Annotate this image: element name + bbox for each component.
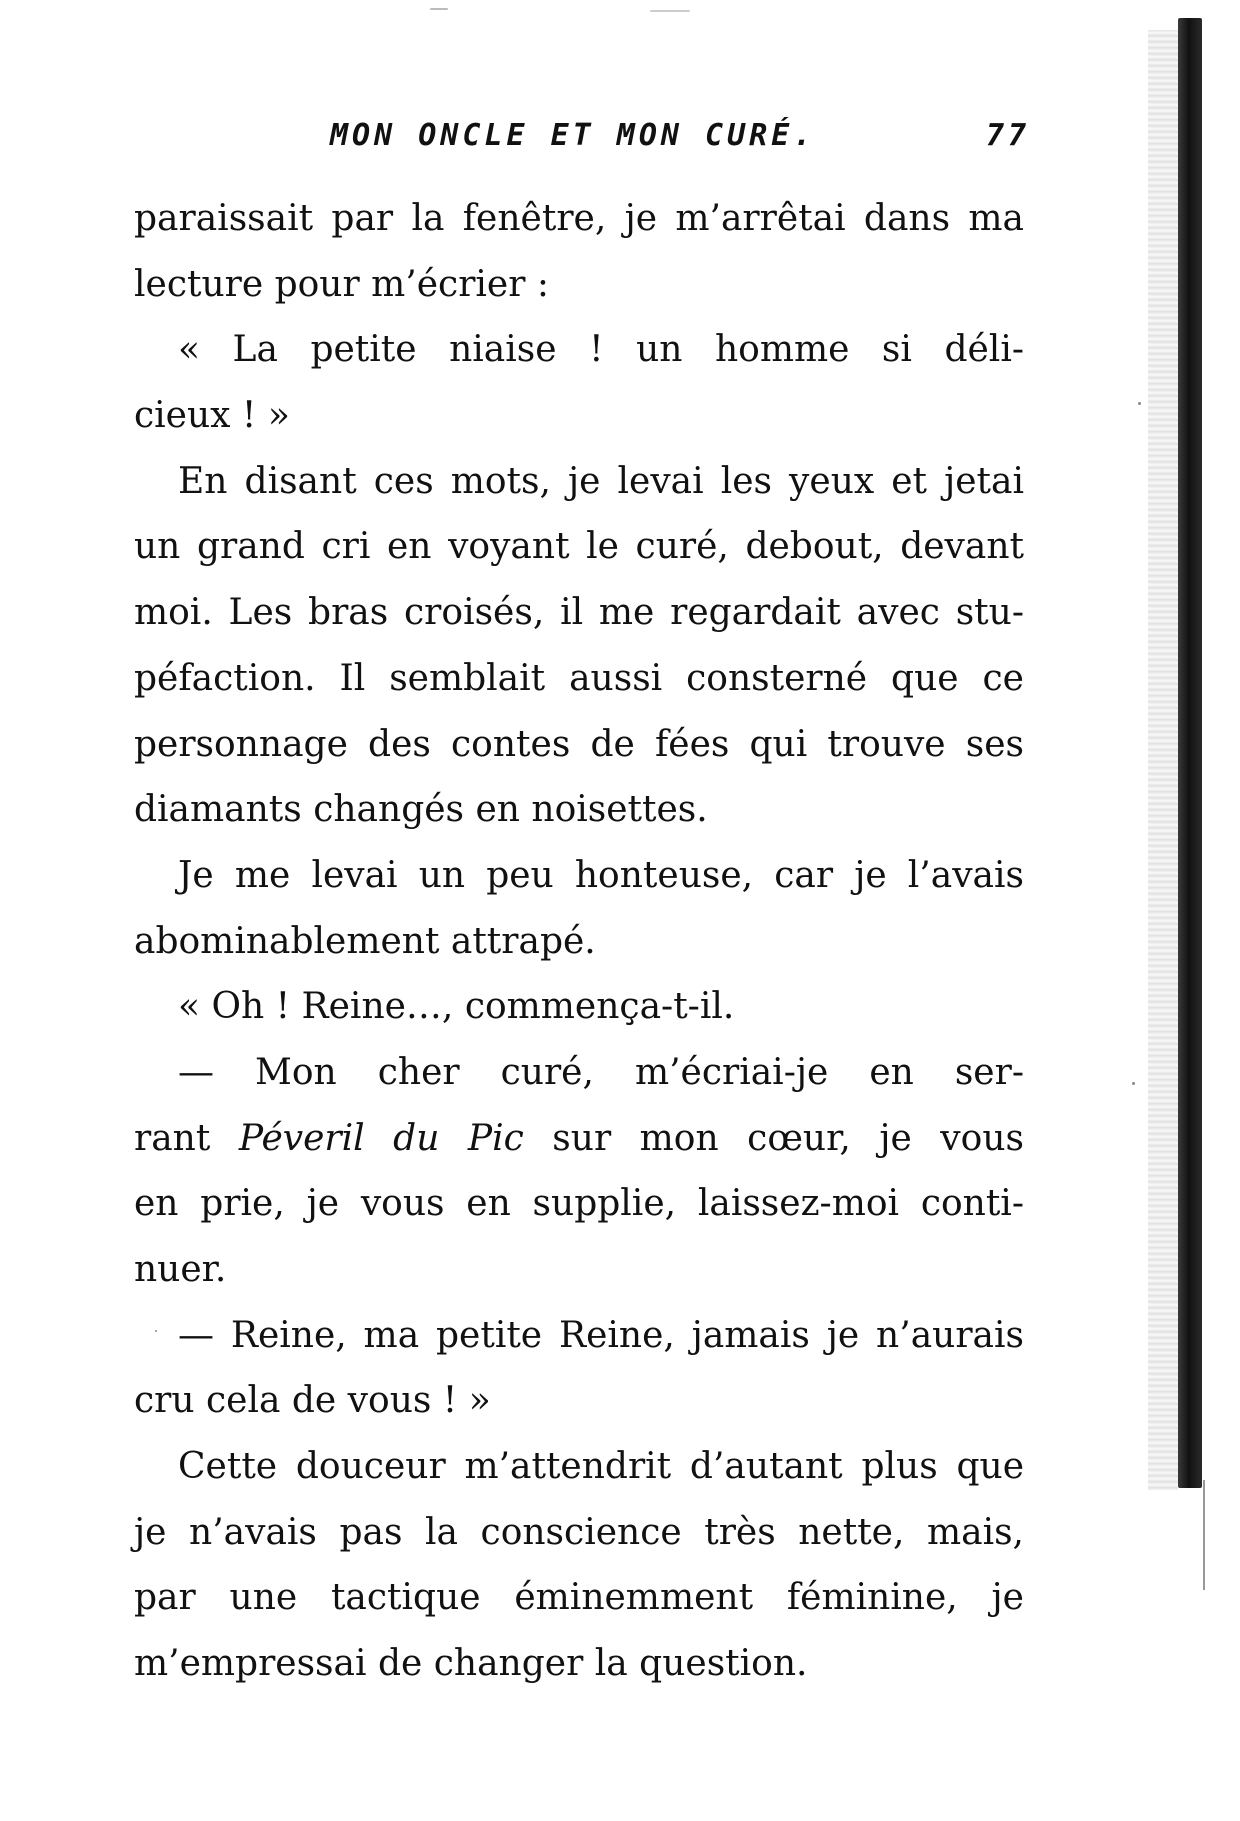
text-line: « La petite niaise ! un homme si déli- xyxy=(178,329,1024,371)
text-line: en prie, je vous en supplie, laissez-moi conti- xyxy=(134,1183,1024,1225)
text-line: lecture pour m’écrier : xyxy=(134,263,550,305)
scan-speck xyxy=(1138,402,1141,405)
scan-speck xyxy=(430,8,448,10)
text-line: nuer. xyxy=(134,1249,227,1290)
text-line: par une tactique éminemment féminine, je xyxy=(134,1577,1024,1619)
text-line: Cette douceur m’attendrit d’autant plus que xyxy=(178,1446,1024,1488)
text-line: péfaction. Il semblait aussi consterné que ce xyxy=(134,657,1024,699)
page-number: 77 xyxy=(986,118,1031,153)
text-line-mixed xyxy=(134,1106,1024,1172)
text-line: — Mon cher curé, m’écriai-je en ser- xyxy=(178,1051,1024,1093)
text-run: sur mon cœur, je vous xyxy=(523,1117,1024,1159)
page-edge-line xyxy=(1203,1480,1205,1590)
text-line: cieux ! » xyxy=(134,395,290,437)
text-line: — Reine, ma petite Reine, jamais je n’aurais xyxy=(178,1314,1024,1356)
body-text xyxy=(134,186,1024,1697)
text-line: paraissait par la fenêtre, je m’arrêtai dans ma xyxy=(134,198,1024,239)
text-run: rant xyxy=(134,1117,239,1159)
text-line: Je me levai un peu honteuse, car je l’avais xyxy=(178,854,1024,896)
text-line: m’empressai de changer la question. xyxy=(134,1643,808,1685)
binding-shadow xyxy=(1178,18,1202,1488)
scan-speck xyxy=(1132,1082,1135,1085)
text-line: moi. Les bras croisés, il me regardait avec stu- xyxy=(134,592,1024,634)
book-title-italic: Péveril du Pic xyxy=(238,1117,524,1159)
running-head xyxy=(330,118,1030,158)
text-line: personnage des contes de fées qui trouve ses xyxy=(134,723,1024,765)
text-line: cru cela de vous ! » xyxy=(134,1380,491,1422)
running-title: MON ONCLE ET MON CURÉ. xyxy=(330,118,816,153)
text-line: « Oh ! Reine…, commença-t-il. xyxy=(178,986,735,1028)
text-line: abominablement attrapé. xyxy=(134,920,596,962)
scan-speck xyxy=(650,10,690,12)
text-line: En disant ces mots, je levai les yeux et jetai xyxy=(178,460,1024,502)
page-edge-texture xyxy=(1148,30,1178,1490)
text-line: je n’avais pas la conscience très nette, mais, xyxy=(134,1511,1024,1553)
text-line: diamants changés en noisettes. xyxy=(134,789,708,831)
text-line: un grand cri en voyant le curé, debout, devant xyxy=(134,526,1024,568)
